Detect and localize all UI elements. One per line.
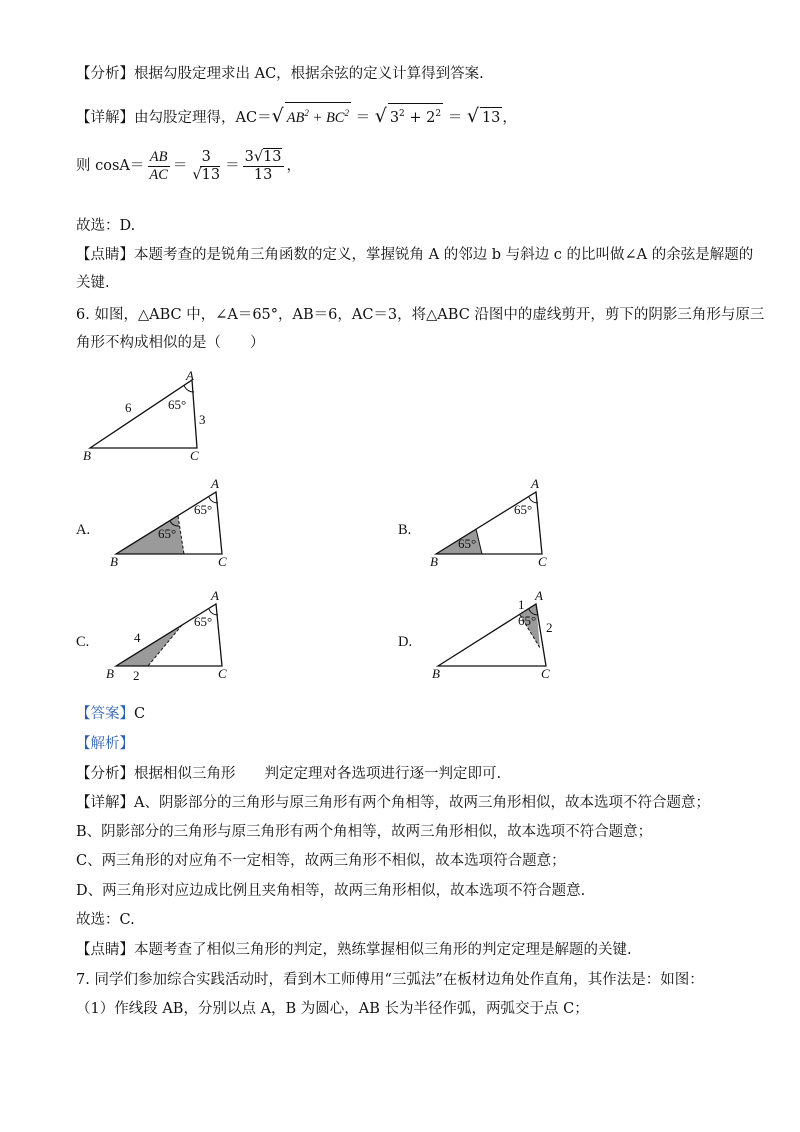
label-angle: 65° (168, 397, 187, 412)
analysis-text: 根据相似三角形 判定定理对各选项进行逐一判定即可. (134, 766, 502, 782)
main-triangle-figure (80, 368, 220, 462)
label-angle: 65° (194, 502, 213, 517)
label-angle: 65° (194, 614, 213, 629)
q5-comment-line2: 关键. (76, 275, 110, 291)
detail-tag: 【详解】 (76, 109, 134, 126)
option-d-label[interactable]: D. (398, 634, 413, 650)
label-c: C (538, 554, 547, 569)
label-a: A (211, 588, 219, 603)
option-c-figure[interactable] (100, 588, 238, 684)
option-c-label[interactable]: C. (76, 634, 90, 650)
q6-detail-a (76, 793, 710, 813)
analysis-tag: 【分析】 (76, 766, 134, 782)
q6-stem-line2: 角形不构成相似的是（ ） (76, 335, 265, 351)
frac-3sqrt13-13: $\frac{3√13}{13}$ (244, 148, 282, 183)
then-text: 则 cosA＝ (76, 158, 145, 174)
label-len-1: 1 (518, 597, 525, 612)
comment-tag: 【点睛】 (76, 247, 134, 263)
q5-comment (76, 245, 753, 265)
q6-detail-c: C、两三角形的对应角不一定相等，故两三角形不相似，故本选项符合题意； (76, 853, 566, 869)
frac-3-sqrt13: $\frac{3}{√13}$ (192, 148, 221, 183)
label-b: B (83, 448, 91, 462)
q6-detail-b: B、阴影部分的三角形与原三角形有两个角相等，故两三角形相似，故本选项不符合题意； (76, 824, 653, 840)
label-c: C (218, 554, 227, 569)
analysis-tag: 【分析】 (76, 66, 134, 82)
label-side-ab: 6 (125, 400, 132, 415)
answer-value: C (134, 706, 146, 722)
sqrt-3-2: $3^2 + 2^2$ (388, 103, 443, 128)
option-a-figure[interactable] (108, 476, 238, 570)
label-angle-shaded: 65° (458, 536, 477, 551)
q5-analysis (76, 64, 484, 84)
label-len-2: 2 (546, 620, 553, 635)
label-a: A (531, 476, 539, 491)
q6-analysis (76, 764, 501, 784)
label-b: B (432, 666, 440, 681)
q5-detail: 【详解】由勾股定理得，AC＝√ $AB^2 + BC^2$ ＝ √ $3^2 + 2^2$ ＝ √ 13 ， (76, 102, 517, 128)
frac-ab-ac: $\frac{AB}{AC}$ (149, 148, 168, 183)
option-b-label[interactable]: B. (398, 522, 412, 538)
option-a-label[interactable]: A. (76, 522, 91, 538)
detail-tag: 【详解】 (76, 795, 134, 811)
sqrt-ab-bc: $AB^2 + BC^2$ (285, 102, 351, 128)
analysis-text: 根据勾股定理求出 AC，根据余弦的定义计算得到答案. (134, 66, 484, 82)
label-a: A (535, 588, 543, 603)
q6-comment (76, 940, 632, 960)
label-b: B (430, 554, 438, 569)
option-d-figure[interactable] (428, 588, 566, 684)
sqrt-13: 13 (480, 107, 502, 128)
option-b-figure[interactable] (428, 476, 558, 570)
comment-line1: 本题考查的是锐角三角函数的定义，掌握锐角 A 的邻边 b 与斜边 c 的比叫做∠A 的余弦是解题的 (134, 247, 754, 263)
label-c: C (541, 666, 550, 681)
detail-text: 由勾股定理得，AC＝ (134, 109, 272, 126)
label-b: B (106, 666, 114, 681)
comment-text: 本题考查了相似三角形的判定，熟练掌握相似三角形的判定定理是解题的关键. (134, 942, 632, 958)
label-len-4: 4 (134, 630, 141, 645)
q7-stem-line1: 7. 同学们参加综合实践活动时，看到木工师傅用“三弧法”在板材边角处作直角，其作法是：如图： (76, 972, 704, 988)
q6-parse-tag: 【解析】 (76, 736, 134, 752)
q7-stem-line2: （1）作线段 AB，分别以点 A，B 为圆心，AB 长为半径作弧，两弧交于点 C； (76, 1001, 589, 1017)
label-len-2: 2 (133, 668, 140, 683)
label-angle: 65° (514, 502, 533, 517)
label-a: A (186, 368, 194, 383)
label-a: A (211, 476, 219, 491)
q5-cosA: 则 cosA＝ $\frac{AB}{AC}$ ＝ $\frac{3}{√13}$ ＝ $\frac{3√13}{13}$ ， (76, 148, 302, 183)
q6-stem-line1: 6. 如图，△ABC 中，∠A＝65°，AB＝6，AC＝3，将△ABC 沿图中的虚线剪开，剪下的阴影三角形与原三 (76, 307, 765, 323)
label-c: C (218, 666, 227, 681)
comment-tag: 【点睛】 (76, 942, 134, 958)
label-side-ac: 3 (199, 412, 206, 427)
q6-choose: 故选：C. (76, 912, 135, 928)
q6-answer (76, 704, 145, 724)
label-angle: 65° (518, 613, 537, 628)
label-b: B (110, 554, 118, 569)
q6-detail-d: D、两三角形对应边成比例且夹角相等，故两三角形相似，故本选项不符合题意. (76, 883, 586, 899)
triangle-abc (90, 380, 197, 448)
label-c: C (190, 448, 199, 462)
answer-tag: 【答案】 (76, 706, 134, 722)
q5-choose: 故选：D. (76, 218, 136, 234)
detail-a-text: A、阴影部分的三角形与原三角形有两个角相等，故两三角形相似，故本选项不符合题意； (134, 795, 710, 811)
label-angle-shaded: 65° (158, 526, 177, 541)
